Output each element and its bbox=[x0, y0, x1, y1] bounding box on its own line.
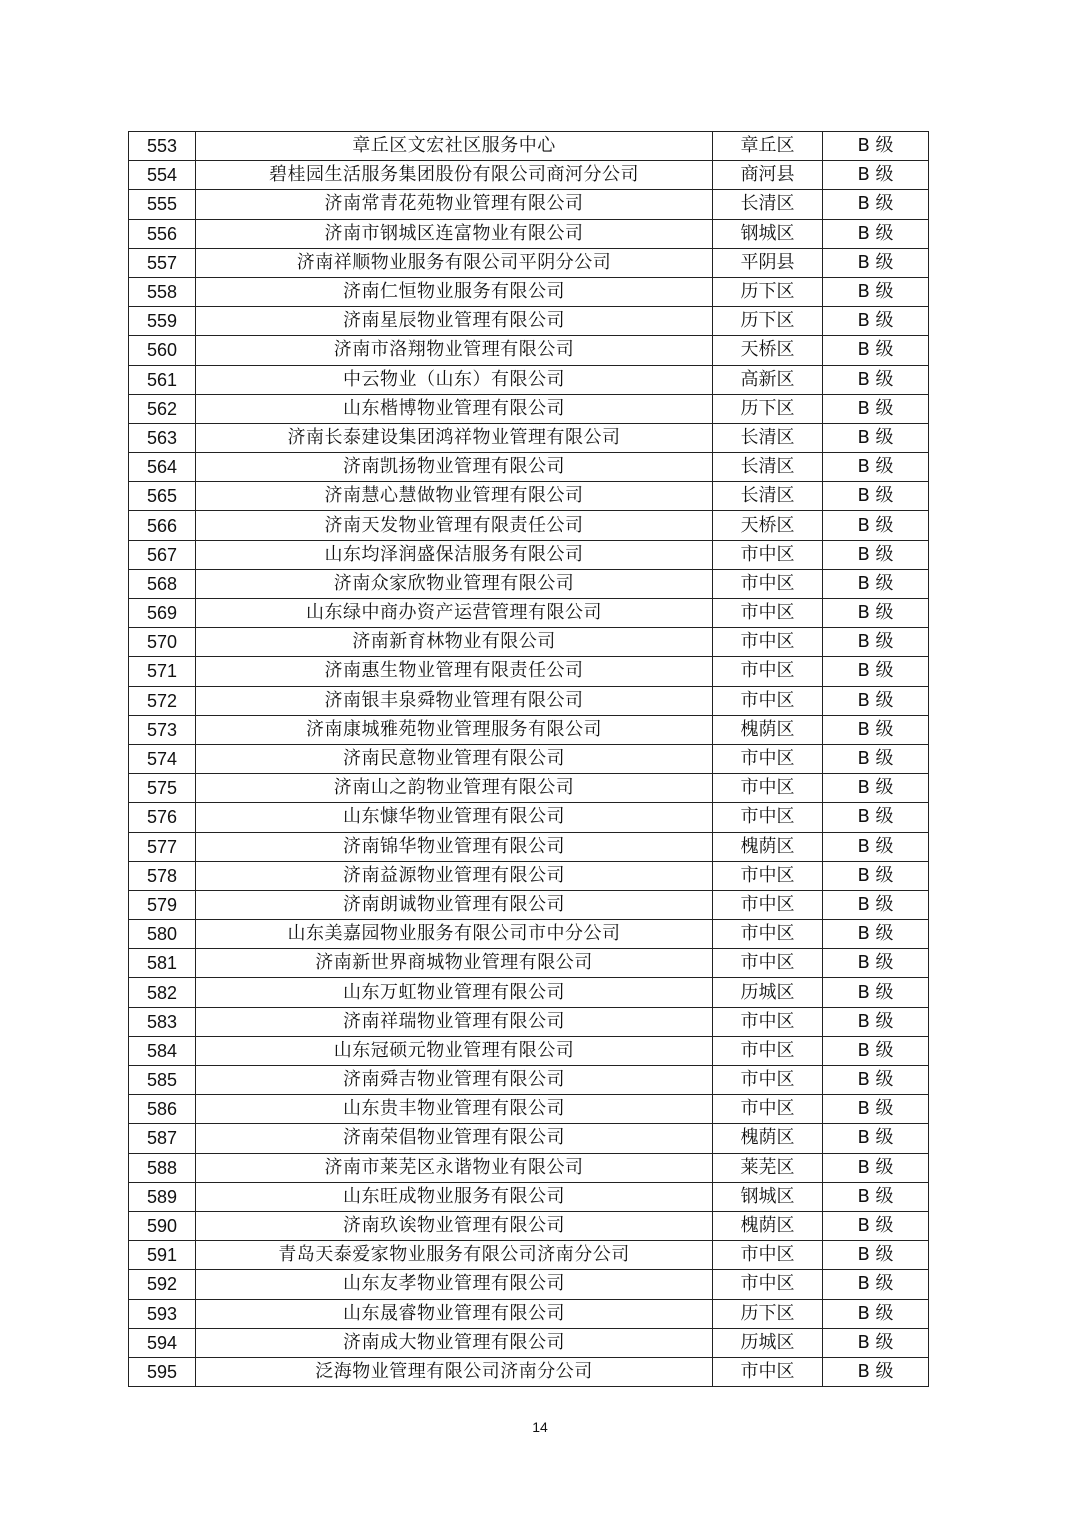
row-number-cell: 578 bbox=[129, 861, 196, 890]
table-row bbox=[129, 1066, 929, 1095]
table-row bbox=[129, 890, 929, 919]
table-row bbox=[129, 307, 929, 336]
table-row bbox=[129, 715, 929, 744]
grade-cell: B 级 bbox=[823, 1095, 929, 1124]
row-number-cell: 558 bbox=[129, 277, 196, 306]
grade-cell: B 级 bbox=[823, 920, 929, 949]
district-cell: 槐荫区 bbox=[713, 1211, 823, 1240]
grade-cell: B 级 bbox=[823, 161, 929, 190]
district-cell: 长清区 bbox=[713, 190, 823, 219]
grade-cell: B 级 bbox=[823, 1299, 929, 1328]
grade-cell: B 级 bbox=[823, 277, 929, 306]
company-name-cell: 碧桂园生活服务集团股份有限公司商河分公司 bbox=[196, 161, 713, 190]
district-cell: 天桥区 bbox=[713, 336, 823, 365]
row-number-cell: 572 bbox=[129, 686, 196, 715]
grade-cell: B 级 bbox=[823, 599, 929, 628]
district-cell: 市中区 bbox=[713, 628, 823, 657]
row-number-cell: 577 bbox=[129, 832, 196, 861]
row-number-cell: 571 bbox=[129, 657, 196, 686]
company-name-cell: 山东楷博物业管理有限公司 bbox=[196, 394, 713, 423]
district-cell: 历城区 bbox=[713, 978, 823, 1007]
grade-cell: B 级 bbox=[823, 190, 929, 219]
row-number-cell: 595 bbox=[129, 1357, 196, 1386]
district-cell: 章丘区 bbox=[713, 132, 823, 161]
company-name-cell: 济南康城雅苑物业管理服务有限公司 bbox=[196, 715, 713, 744]
grade-cell: B 级 bbox=[823, 628, 929, 657]
row-number-cell: 579 bbox=[129, 890, 196, 919]
company-name-cell: 济南荣倡物业管理有限公司 bbox=[196, 1124, 713, 1153]
row-number-cell: 580 bbox=[129, 920, 196, 949]
table-row bbox=[129, 423, 929, 452]
table-row bbox=[129, 482, 929, 511]
row-number-cell: 553 bbox=[129, 132, 196, 161]
rating-table bbox=[128, 131, 929, 1387]
table-row bbox=[129, 511, 929, 540]
district-cell: 市中区 bbox=[713, 803, 823, 832]
table-row bbox=[129, 657, 929, 686]
row-number-cell: 561 bbox=[129, 365, 196, 394]
grade-cell: B 级 bbox=[823, 1007, 929, 1036]
company-name-cell: 济南银丰泉舜物业管理有限公司 bbox=[196, 686, 713, 715]
company-name-cell: 济南舜吉物业管理有限公司 bbox=[196, 1066, 713, 1095]
district-cell: 市中区 bbox=[713, 861, 823, 890]
company-name-cell: 济南民意物业管理有限公司 bbox=[196, 744, 713, 773]
row-number-cell: 584 bbox=[129, 1036, 196, 1065]
row-number-cell: 586 bbox=[129, 1095, 196, 1124]
company-name-cell: 济南朗诚物业管理有限公司 bbox=[196, 890, 713, 919]
grade-cell: B 级 bbox=[823, 336, 929, 365]
company-name-cell: 山东万虹物业管理有限公司 bbox=[196, 978, 713, 1007]
table-row bbox=[129, 336, 929, 365]
grade-cell: B 级 bbox=[823, 657, 929, 686]
district-cell: 市中区 bbox=[713, 744, 823, 773]
company-name-cell: 济南长泰建设集团鸿祥物业管理有限公司 bbox=[196, 423, 713, 452]
district-cell: 市中区 bbox=[713, 1270, 823, 1299]
table-row bbox=[129, 1211, 929, 1240]
district-cell: 商河县 bbox=[713, 161, 823, 190]
row-number-cell: 589 bbox=[129, 1182, 196, 1211]
grade-cell: B 级 bbox=[823, 1124, 929, 1153]
row-number-cell: 555 bbox=[129, 190, 196, 219]
district-cell: 长清区 bbox=[713, 482, 823, 511]
row-number-cell: 587 bbox=[129, 1124, 196, 1153]
table-row bbox=[129, 803, 929, 832]
row-number-cell: 575 bbox=[129, 774, 196, 803]
district-cell: 槐荫区 bbox=[713, 1124, 823, 1153]
rating-table-body bbox=[129, 132, 929, 1387]
company-name-cell: 济南众家欣物业管理有限公司 bbox=[196, 569, 713, 598]
table-row bbox=[129, 1299, 929, 1328]
table-row bbox=[129, 132, 929, 161]
grade-cell: B 级 bbox=[823, 1211, 929, 1240]
row-number-cell: 585 bbox=[129, 1066, 196, 1095]
district-cell: 市中区 bbox=[713, 949, 823, 978]
district-cell: 市中区 bbox=[713, 540, 823, 569]
table-row bbox=[129, 219, 929, 248]
district-cell: 历下区 bbox=[713, 1299, 823, 1328]
table-row bbox=[129, 920, 929, 949]
table-row bbox=[129, 861, 929, 890]
district-cell: 市中区 bbox=[713, 1007, 823, 1036]
district-cell: 市中区 bbox=[713, 1036, 823, 1065]
district-cell: 市中区 bbox=[713, 569, 823, 598]
district-cell: 市中区 bbox=[713, 599, 823, 628]
company-name-cell: 济南常青花苑物业管理有限公司 bbox=[196, 190, 713, 219]
grade-cell: B 级 bbox=[823, 511, 929, 540]
district-cell: 天桥区 bbox=[713, 511, 823, 540]
row-number-cell: 592 bbox=[129, 1270, 196, 1299]
table-row bbox=[129, 569, 929, 598]
row-number-cell: 564 bbox=[129, 453, 196, 482]
grade-cell: B 级 bbox=[823, 774, 929, 803]
company-name-cell: 济南市钢城区连富物业有限公司 bbox=[196, 219, 713, 248]
table-row bbox=[129, 949, 929, 978]
row-number-cell: 563 bbox=[129, 423, 196, 452]
district-cell: 历城区 bbox=[713, 1328, 823, 1357]
row-number-cell: 568 bbox=[129, 569, 196, 598]
grade-cell: B 级 bbox=[823, 482, 929, 511]
grade-cell: B 级 bbox=[823, 949, 929, 978]
grade-cell: B 级 bbox=[823, 1241, 929, 1270]
row-number-cell: 590 bbox=[129, 1211, 196, 1240]
grade-cell: B 级 bbox=[823, 832, 929, 861]
company-name-cell: 济南成大物业管理有限公司 bbox=[196, 1328, 713, 1357]
grade-cell: B 级 bbox=[823, 861, 929, 890]
grade-cell: B 级 bbox=[823, 1182, 929, 1211]
row-number-cell: 588 bbox=[129, 1153, 196, 1182]
grade-cell: B 级 bbox=[823, 453, 929, 482]
grade-cell: B 级 bbox=[823, 803, 929, 832]
table-row bbox=[129, 394, 929, 423]
table-row bbox=[129, 686, 929, 715]
table-row bbox=[129, 628, 929, 657]
row-number-cell: 567 bbox=[129, 540, 196, 569]
company-name-cell: 山东绿中商办资产运营管理有限公司 bbox=[196, 599, 713, 628]
table-row bbox=[129, 1124, 929, 1153]
district-cell: 平阴县 bbox=[713, 248, 823, 277]
row-number-cell: 559 bbox=[129, 307, 196, 336]
grade-cell: B 级 bbox=[823, 423, 929, 452]
row-number-cell: 557 bbox=[129, 248, 196, 277]
row-number-cell: 583 bbox=[129, 1007, 196, 1036]
district-cell: 钢城区 bbox=[713, 219, 823, 248]
company-name-cell: 济南新世界商城物业管理有限公司 bbox=[196, 949, 713, 978]
district-cell: 钢城区 bbox=[713, 1182, 823, 1211]
row-number-cell: 565 bbox=[129, 482, 196, 511]
company-name-cell: 济南天发物业管理有限责任公司 bbox=[196, 511, 713, 540]
company-name-cell: 山东友孝物业管理有限公司 bbox=[196, 1270, 713, 1299]
company-name-cell: 济南凯扬物业管理有限公司 bbox=[196, 453, 713, 482]
company-name-cell: 山东慷华物业管理有限公司 bbox=[196, 803, 713, 832]
grade-cell: B 级 bbox=[823, 569, 929, 598]
grade-cell: B 级 bbox=[823, 1270, 929, 1299]
company-name-cell: 青岛天泰爱家物业服务有限公司济南分公司 bbox=[196, 1241, 713, 1270]
table-row bbox=[129, 453, 929, 482]
table-row bbox=[129, 1036, 929, 1065]
district-cell: 历下区 bbox=[713, 394, 823, 423]
row-number-cell: 594 bbox=[129, 1328, 196, 1357]
row-number-cell: 582 bbox=[129, 978, 196, 1007]
grade-cell: B 级 bbox=[823, 890, 929, 919]
grade-cell: B 级 bbox=[823, 219, 929, 248]
row-number-cell: 570 bbox=[129, 628, 196, 657]
table-row bbox=[129, 1241, 929, 1270]
district-cell: 长清区 bbox=[713, 423, 823, 452]
company-name-cell: 山东冠硕元物业管理有限公司 bbox=[196, 1036, 713, 1065]
company-name-cell: 济南仁恒物业服务有限公司 bbox=[196, 277, 713, 306]
table-row bbox=[129, 1095, 929, 1124]
grade-cell: B 级 bbox=[823, 1357, 929, 1386]
table-row bbox=[129, 978, 929, 1007]
row-number-cell: 562 bbox=[129, 394, 196, 423]
row-number-cell: 593 bbox=[129, 1299, 196, 1328]
company-name-cell: 中云物业（山东）有限公司 bbox=[196, 365, 713, 394]
table-row bbox=[129, 1357, 929, 1386]
company-name-cell: 山东均泽润盛保洁服务有限公司 bbox=[196, 540, 713, 569]
grade-cell: B 级 bbox=[823, 1328, 929, 1357]
table-row bbox=[129, 190, 929, 219]
row-number-cell: 591 bbox=[129, 1241, 196, 1270]
grade-cell: B 级 bbox=[823, 686, 929, 715]
grade-cell: B 级 bbox=[823, 1153, 929, 1182]
district-cell: 莱芜区 bbox=[713, 1153, 823, 1182]
row-number-cell: 576 bbox=[129, 803, 196, 832]
grade-cell: B 级 bbox=[823, 307, 929, 336]
table-row bbox=[129, 744, 929, 773]
grade-cell: B 级 bbox=[823, 394, 929, 423]
table-row bbox=[129, 161, 929, 190]
row-number-cell: 569 bbox=[129, 599, 196, 628]
company-name-cell: 济南山之韵物业管理有限公司 bbox=[196, 774, 713, 803]
grade-cell: B 级 bbox=[823, 744, 929, 773]
table-row bbox=[129, 248, 929, 277]
district-cell: 历下区 bbox=[713, 277, 823, 306]
grade-cell: B 级 bbox=[823, 540, 929, 569]
district-cell: 市中区 bbox=[713, 774, 823, 803]
company-name-cell: 济南祥瑞物业管理有限公司 bbox=[196, 1007, 713, 1036]
grade-cell: B 级 bbox=[823, 248, 929, 277]
company-name-cell: 济南祥顺物业服务有限公司平阴分公司 bbox=[196, 248, 713, 277]
grade-cell: B 级 bbox=[823, 365, 929, 394]
table-row bbox=[129, 540, 929, 569]
company-name-cell: 济南新育林物业有限公司 bbox=[196, 628, 713, 657]
table-row bbox=[129, 1007, 929, 1036]
grade-cell: B 级 bbox=[823, 132, 929, 161]
district-cell: 市中区 bbox=[713, 686, 823, 715]
grade-cell: B 级 bbox=[823, 1036, 929, 1065]
page-number: 14 bbox=[532, 1419, 548, 1435]
grade-cell: B 级 bbox=[823, 978, 929, 1007]
company-name-cell: 济南惠生物业管理有限责任公司 bbox=[196, 657, 713, 686]
district-cell: 高新区 bbox=[713, 365, 823, 394]
table-row bbox=[129, 1153, 929, 1182]
district-cell: 历下区 bbox=[713, 307, 823, 336]
district-cell: 长清区 bbox=[713, 453, 823, 482]
district-cell: 市中区 bbox=[713, 1066, 823, 1095]
district-cell: 槐荫区 bbox=[713, 715, 823, 744]
company-name-cell: 山东贵丰物业管理有限公司 bbox=[196, 1095, 713, 1124]
table-row bbox=[129, 365, 929, 394]
row-number-cell: 556 bbox=[129, 219, 196, 248]
row-number-cell: 581 bbox=[129, 949, 196, 978]
table-row bbox=[129, 1182, 929, 1211]
row-number-cell: 574 bbox=[129, 744, 196, 773]
district-cell: 市中区 bbox=[713, 890, 823, 919]
company-name-cell: 济南市洛翔物业管理有限公司 bbox=[196, 336, 713, 365]
district-cell: 市中区 bbox=[713, 1095, 823, 1124]
district-cell: 槐荫区 bbox=[713, 832, 823, 861]
table-row bbox=[129, 1270, 929, 1299]
company-name-cell: 山东旺成物业服务有限公司 bbox=[196, 1182, 713, 1211]
company-name-cell: 济南玖诶物业管理有限公司 bbox=[196, 1211, 713, 1240]
company-name-cell: 济南锦华物业管理有限公司 bbox=[196, 832, 713, 861]
row-number-cell: 554 bbox=[129, 161, 196, 190]
company-name-cell: 济南慧心慧做物业管理有限公司 bbox=[196, 482, 713, 511]
table-row bbox=[129, 1328, 929, 1357]
company-name-cell: 济南市莱芜区永谐物业有限公司 bbox=[196, 1153, 713, 1182]
company-name-cell: 济南益源物业管理有限公司 bbox=[196, 861, 713, 890]
row-number-cell: 566 bbox=[129, 511, 196, 540]
district-cell: 市中区 bbox=[713, 1241, 823, 1270]
company-name-cell: 山东晟睿物业管理有限公司 bbox=[196, 1299, 713, 1328]
row-number-cell: 573 bbox=[129, 715, 196, 744]
table-row bbox=[129, 832, 929, 861]
company-name-cell: 山东美嘉园物业服务有限公司市中分公司 bbox=[196, 920, 713, 949]
row-number-cell: 560 bbox=[129, 336, 196, 365]
district-cell: 市中区 bbox=[713, 1357, 823, 1386]
grade-cell: B 级 bbox=[823, 715, 929, 744]
table-row bbox=[129, 277, 929, 306]
district-cell: 市中区 bbox=[713, 920, 823, 949]
table-row bbox=[129, 774, 929, 803]
table-row bbox=[129, 599, 929, 628]
company-name-cell: 泛海物业管理有限公司济南分公司 bbox=[196, 1357, 713, 1386]
district-cell: 市中区 bbox=[713, 657, 823, 686]
company-name-cell: 章丘区文宏社区服务中心 bbox=[196, 132, 713, 161]
company-name-cell: 济南星辰物业管理有限公司 bbox=[196, 307, 713, 336]
grade-cell: B 级 bbox=[823, 1066, 929, 1095]
